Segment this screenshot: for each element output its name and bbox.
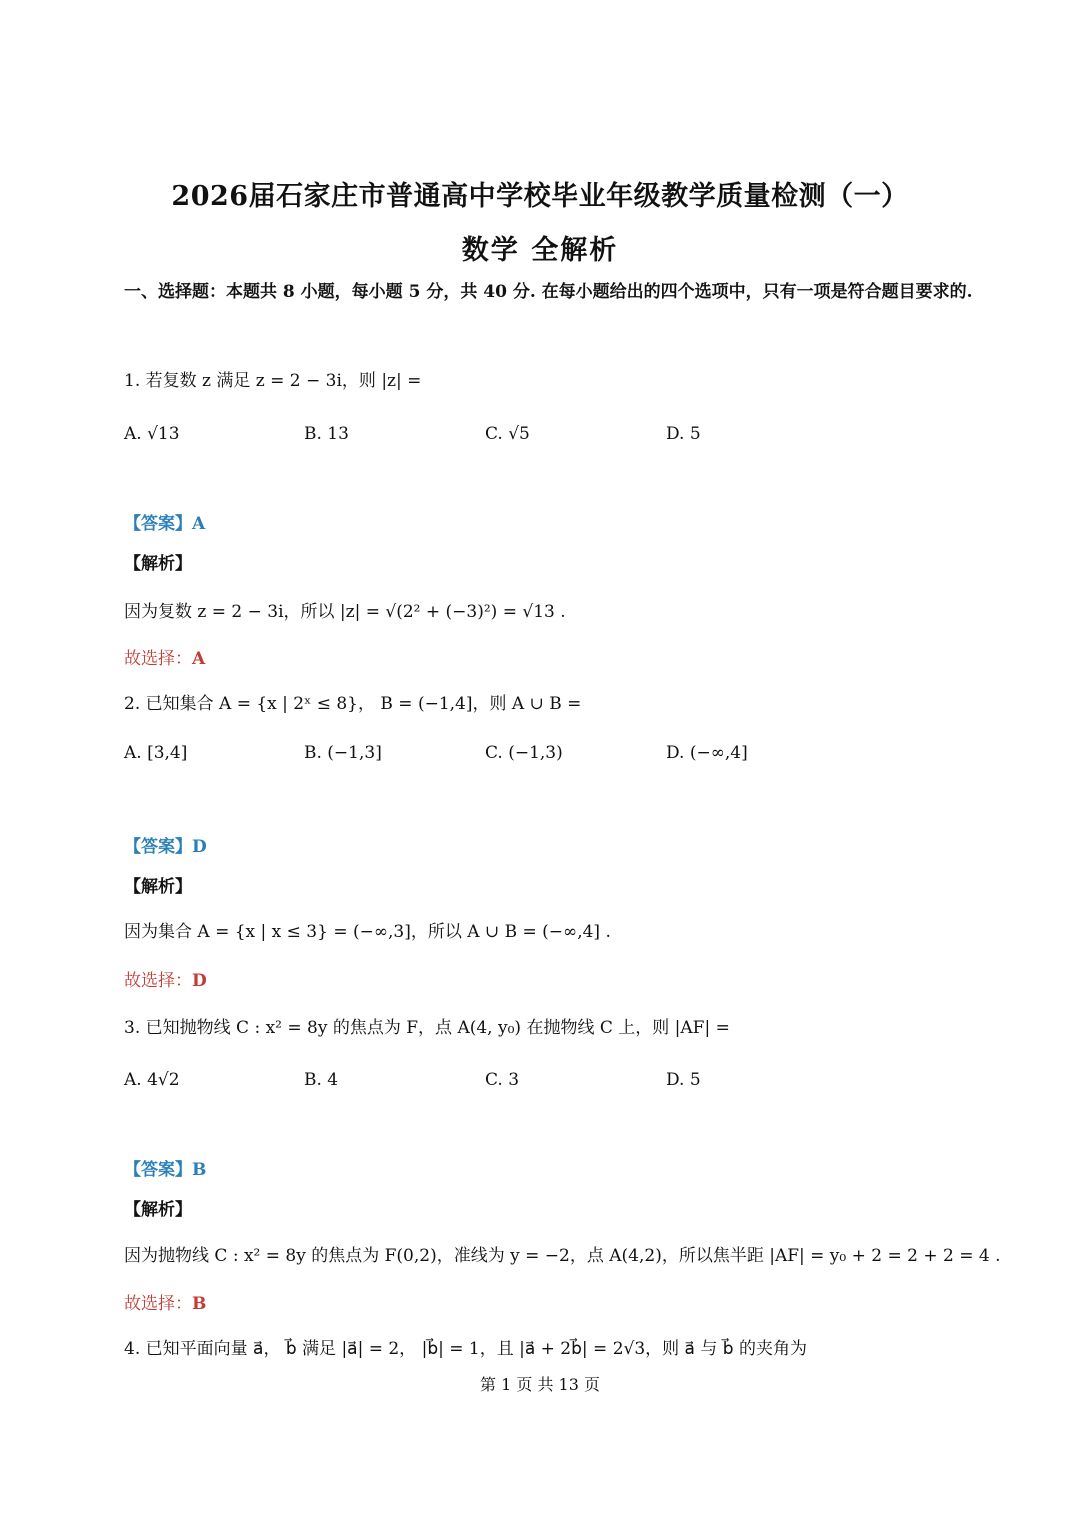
question-1-explanation: 因为复数 z = 2 − 3i，所以 |z| = √(2² + (−3)²) = √13 . (124, 602, 566, 622)
question-2-choose: 故选择：D (124, 971, 207, 991)
question-3-option-b: B. 4 (304, 1070, 339, 1090)
question-2-option-b: B. (−1,3] (304, 743, 382, 763)
question-1-answer: 【答案】A (124, 514, 206, 534)
question-3-option-d: D. 5 (666, 1070, 701, 1090)
question-2-option-d: D. (−∞,4] (666, 743, 748, 763)
page-footer: 第 1 页 共 13 页 (480, 1375, 600, 1394)
question-2-option-c: C. (−1,3) (485, 743, 563, 763)
question-3-option-c: C. 3 (485, 1070, 520, 1090)
question-3-option-a: A. 4√2 (124, 1070, 180, 1090)
question-2-analysis-label: 【解析】 (124, 877, 192, 897)
question-3-analysis-label: 【解析】 (124, 1200, 192, 1220)
question-2-explanation: 因为集合 A = {x | x ≤ 3} = (−∞,3]，所以 A ∪ B = (−∞,4] . (124, 922, 611, 942)
question-1-analysis-label: 【解析】 (124, 554, 192, 574)
question-3-explanation: 因为抛物线 C : x² = 8y 的焦点为 F(0,2)，准线为 y = −2，点 A(4,2)，所以焦半距 |AF| = y₀ + 2 = 2 + 2 = 4 . (124, 1246, 1001, 1266)
question-4-stem: 4. 已知平面向量 a⃗， b⃗ 满足 |a⃗| = 2， |b⃗| = 1，且 |a⃗ + 2b⃗| = 2√3，则 a⃗ 与 b⃗ 的夹角为 (124, 1339, 807, 1359)
question-1-option-b: B. 13 (304, 424, 349, 444)
question-2-answer: 【答案】D (124, 837, 207, 857)
question-3-choose: 故选择：B (124, 1294, 207, 1314)
page-subtitle: 数学 全解析 (461, 235, 619, 266)
question-1-stem: 1. 若复数 z 满足 z = 2 − 3i，则 |z| = (124, 371, 422, 391)
section-heading: 一、选择题：本题共 8 小题，每小题 5 分，共 40 分. 在每小题给出的四个选项中，只有一项是符合题目要求的. (124, 282, 973, 302)
question-1-option-d: D. 5 (666, 424, 701, 444)
question-2-stem: 2. 已知集合 A = {x | 2ˣ ≤ 8}， B = (−1,4]，则 A ∪ B = (124, 694, 582, 714)
question-2-option-a: A. [3,4] (124, 743, 188, 763)
question-1-option-a: A. √13 (124, 424, 180, 444)
question-3-answer: 【答案】B (124, 1160, 207, 1180)
question-3-stem: 3. 已知抛物线 C : x² = 8y 的焦点为 F，点 A(4, y₀) 在抛物线 C 上，则 |AF| = (124, 1018, 730, 1038)
page-title: 2026届石家庄市普通高中学校毕业年级教学质量检测（一） (171, 181, 909, 212)
question-1-option-c: C. √5 (485, 424, 530, 444)
question-1-choose: 故选择：A (124, 649, 206, 669)
